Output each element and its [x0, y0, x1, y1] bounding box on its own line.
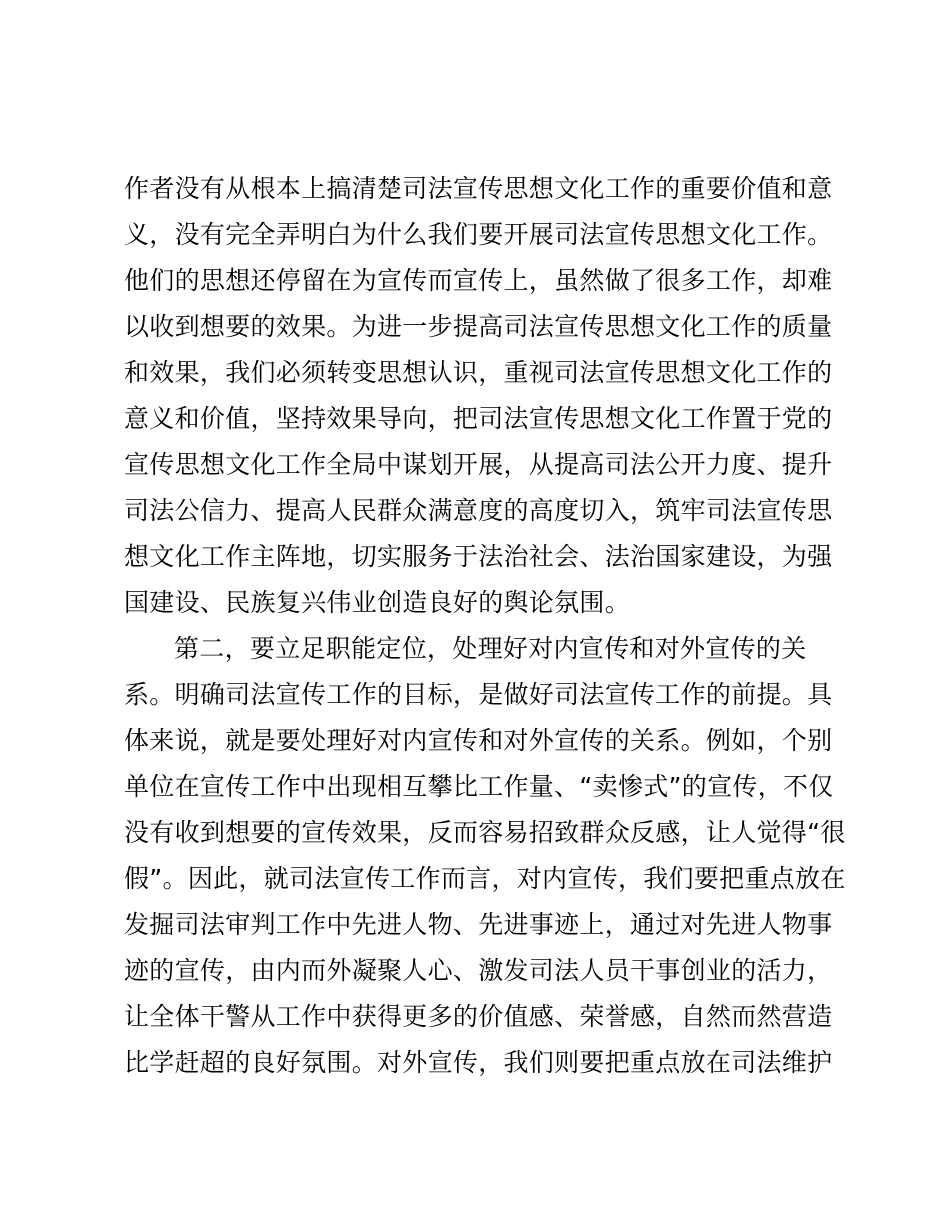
text-line: 国建设、民族复兴伟业创造良好的舆论氛围。	[124, 588, 631, 617]
document-body-text	[124, 166, 846, 1086]
text-line: 迹的宣传，由内而外凝聚人心、激发司法人员干事创业的活力，	[124, 956, 833, 985]
text-line: 义，没有完全弄明白为什么我们要开展司法宣传思想文化工作。	[124, 220, 833, 249]
text-line: 没有收到想要的宣传效果，反而容易招致群众反感，让人觉得“很	[124, 818, 846, 847]
text-line: 他们的思想还停留在为宣传而宣传上，虽然做了很多工作，却难	[124, 266, 833, 295]
text-line: 让全体干警从工作中获得更多的价值感、荣誉感，自然而然营造	[124, 1002, 833, 1031]
text-line: 单位在宣传工作中出现相互攀比工作量、“卖惨式”的宣传，不仅	[124, 772, 834, 801]
text-line: 体来说，就是要处理好对内宣传和对外宣传的关系。例如，个别	[124, 726, 833, 755]
text-line: 宣传思想文化工作全局中谋划开展，从提高司法公开力度、提升	[124, 450, 833, 479]
text-line: 假”。因此，就司法宣传工作而言，对内宣传，我们要把重点放在	[124, 864, 846, 893]
text-line: 想文化工作主阵地，切实服务于法治社会、法治国家建设，为强	[124, 542, 833, 571]
text-line: 作者没有从根本上搞清楚司法宣传思想文化工作的重要价值和意	[124, 174, 833, 203]
text-line: 比学赶超的良好氛围。对外宣传，我们则要把重点放在司法维护	[124, 1048, 833, 1077]
text-line: 以收到想要的效果。为进一步提高司法宣传思想文化工作的质量	[124, 312, 833, 341]
text-line: 和效果，我们必须转变思想认识，重视司法宣传思想文化工作的	[124, 358, 833, 387]
text-line: 司法公信力、提高人民群众满意度的高度切入，筑牢司法宣传思	[124, 496, 833, 525]
text-line: 意义和价值，坚持效果导向，把司法宣传思想文化工作置于党的	[124, 404, 833, 433]
paragraph-first-line: 第二，要立足职能定位，处理好对内宣传和对外宣传的关	[174, 634, 807, 663]
text-line: 系。明确司法宣传工作的目标，是做好司法宣传工作的前提。具	[124, 680, 833, 709]
text-line: 发掘司法审判工作中先进人物、先进事迹上，通过对先进人物事	[124, 910, 833, 939]
